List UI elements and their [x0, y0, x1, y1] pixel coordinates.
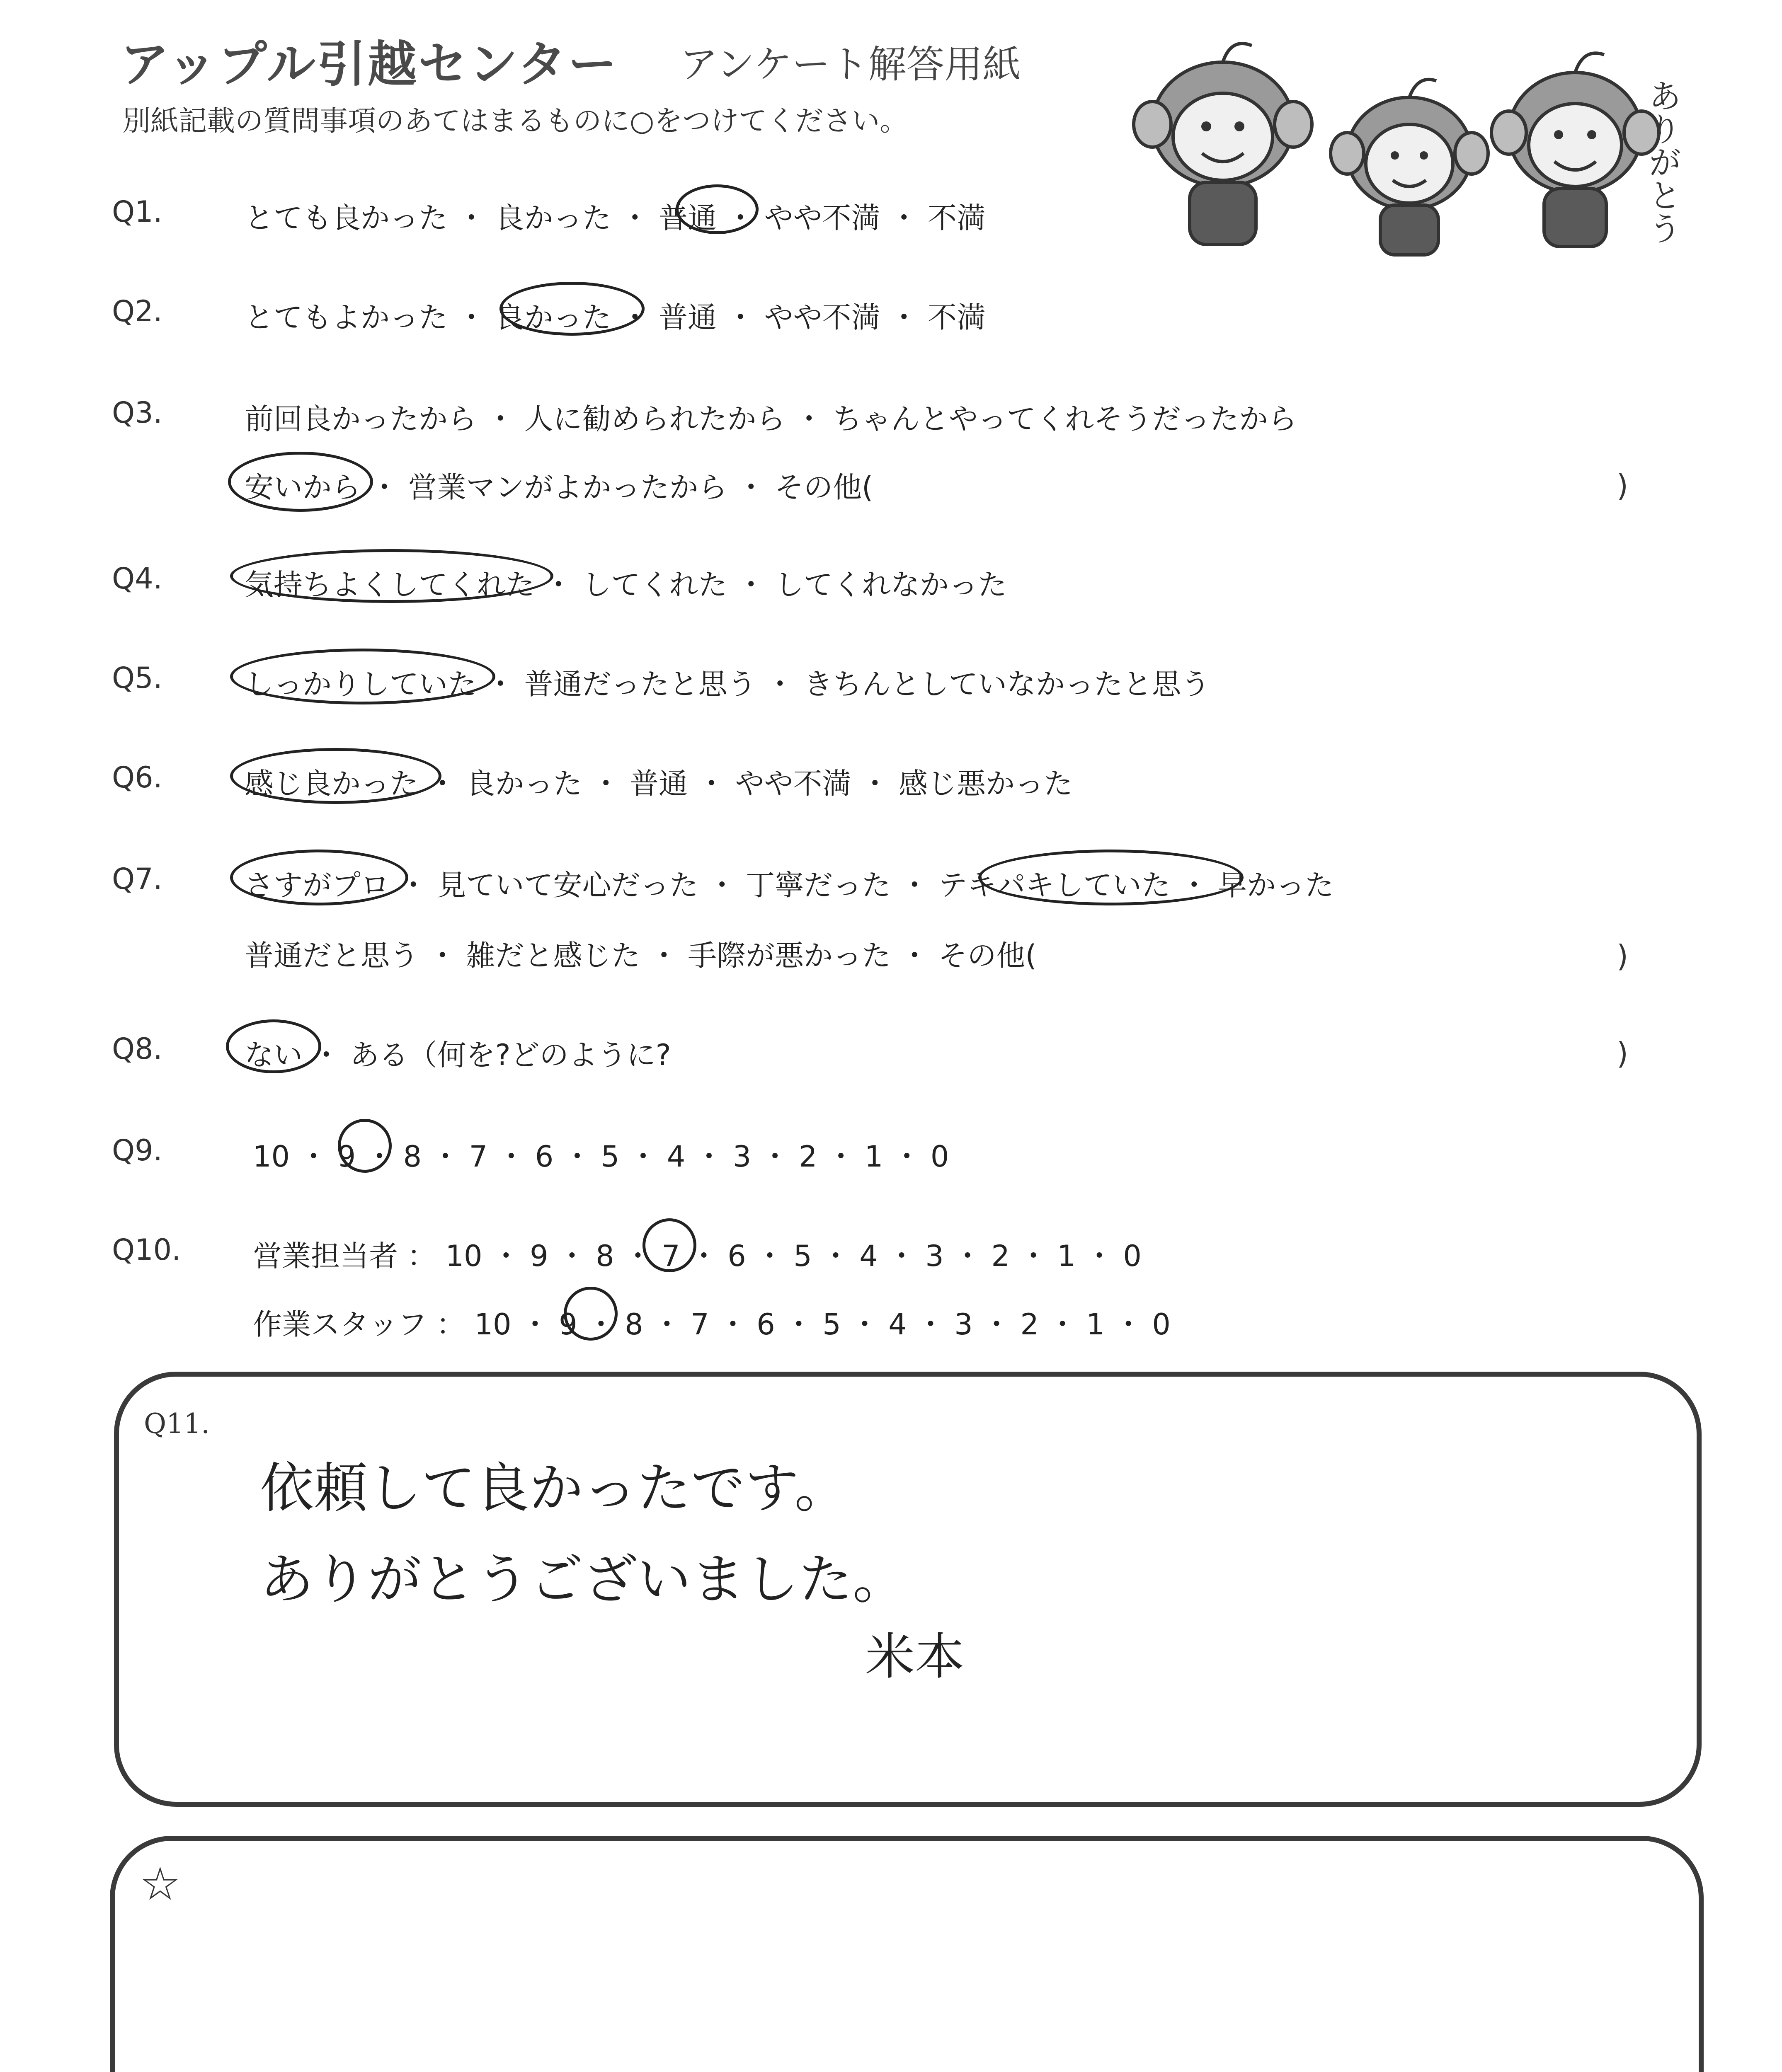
q2-number: Q2.	[112, 294, 162, 328]
q7-answer-circle-2	[978, 850, 1244, 905]
mascot-monkeys-illustration	[1127, 29, 1708, 261]
star-icon: ☆	[140, 1857, 181, 1910]
q4-answer-circle	[230, 549, 553, 603]
q11-comment-box	[114, 1372, 1702, 1807]
q11-signature: 米本	[865, 1628, 965, 1686]
q8-options: ない ・ ある（何を?どのように?	[245, 1038, 671, 1072]
q6-options: 感じ良かった ・ 良かった ・ 普通 ・ やや不満 ・ 感じ悪かった	[245, 767, 1073, 801]
q5-options: しっかりしていた ・ 普通だったと思う ・ きちんとしていなかったと思う	[245, 667, 1210, 701]
q10-sales-answer-circle	[642, 1218, 696, 1272]
q3-options-line2: 安いから ・ 営業マンがよかったから ・ その他(	[245, 470, 873, 504]
form-title: アップル引越センター	[120, 36, 619, 93]
q2-answer-circle	[499, 282, 645, 336]
q6-answer-circle	[230, 748, 441, 804]
form-subtitle: アンケート解答用紙	[680, 42, 1021, 87]
q3-number: Q3.	[112, 396, 162, 430]
q11-label: Q11.	[144, 1408, 210, 1440]
star-comment-box	[110, 1836, 1704, 2072]
q9-answer-circle	[338, 1119, 392, 1173]
q10-options-sales: 営業担当者 ： 10 ・ 9 ・ 8 ・ 7 ・ 6 ・ 5 ・ 4 ・ 3 ・ 2 ・ 1 ・ 0	[253, 1239, 1142, 1273]
q8-close-paren: )	[1617, 1036, 1629, 1071]
q5-answer-circle	[230, 649, 495, 704]
q7-options-line2: 普通だと思う ・ 雑だと感じた ・ 手際が悪かった ・ その他(	[245, 939, 1037, 973]
q5-number: Q5.	[112, 661, 162, 695]
q3-close-paren: )	[1617, 468, 1629, 503]
q7-options-line1: さすがプロ ・ 見ていて安心だった ・ 丁寧だった ・ テキパキしていた ・ 早かった	[245, 868, 1334, 902]
q1-options: とても良かった ・ 良かった ・ 普通 ・ やや不満 ・ 不満	[245, 201, 986, 235]
q4-options: 気持ちよくしてくれた ・ してくれた ・ してくれなかった	[245, 568, 1007, 602]
q1-number: Q1.	[112, 195, 162, 229]
q4-number: Q4.	[112, 562, 162, 595]
q8-number: Q8.	[112, 1032, 162, 1066]
q6-number: Q6.	[112, 760, 162, 794]
q8-answer-circle	[226, 1019, 321, 1073]
q9-options: 10 ・ 9 ・ 8 ・ 7 ・ 6 ・ 5 ・ 4 ・ 3 ・ 2 ・ 1 ・ 0	[253, 1140, 949, 1174]
q9-number: Q9.	[112, 1133, 162, 1167]
q11-answer-line2: ありがとうございました。	[260, 1548, 907, 1611]
q3-answer-circle	[228, 452, 373, 512]
q2-options: とてもよかった ・ 良かった ・ 普通 ・ やや不満 ・ 不満	[245, 300, 986, 334]
q7-number: Q7.	[112, 862, 162, 896]
q10-options-staff: 作業スタッフ ： 10 ・ 9 ・ 8 ・ 7 ・ 6 ・ 5 ・ 4 ・ 3 ・ 2 ・ 1 ・ 0	[253, 1307, 1171, 1341]
q7-answer-circle-1	[230, 850, 408, 905]
q3-options-line1: 前回良かったから ・ 人に勧められたから ・ ちゃんとやってくれそうだったから	[245, 402, 1297, 436]
mascot-text: ありがとう	[1643, 79, 1682, 244]
q10-staff-answer-circle	[564, 1287, 618, 1341]
q11-answer-line1: 依頼して良かったです。	[260, 1457, 849, 1520]
q10-number: Q10.	[112, 1233, 181, 1267]
instruction-text: 別紙記載の質問事項のあてはまるものに○をつけてください。	[122, 105, 908, 138]
q7-close-paren: )	[1617, 939, 1629, 973]
q1-answer-circle	[676, 184, 759, 234]
